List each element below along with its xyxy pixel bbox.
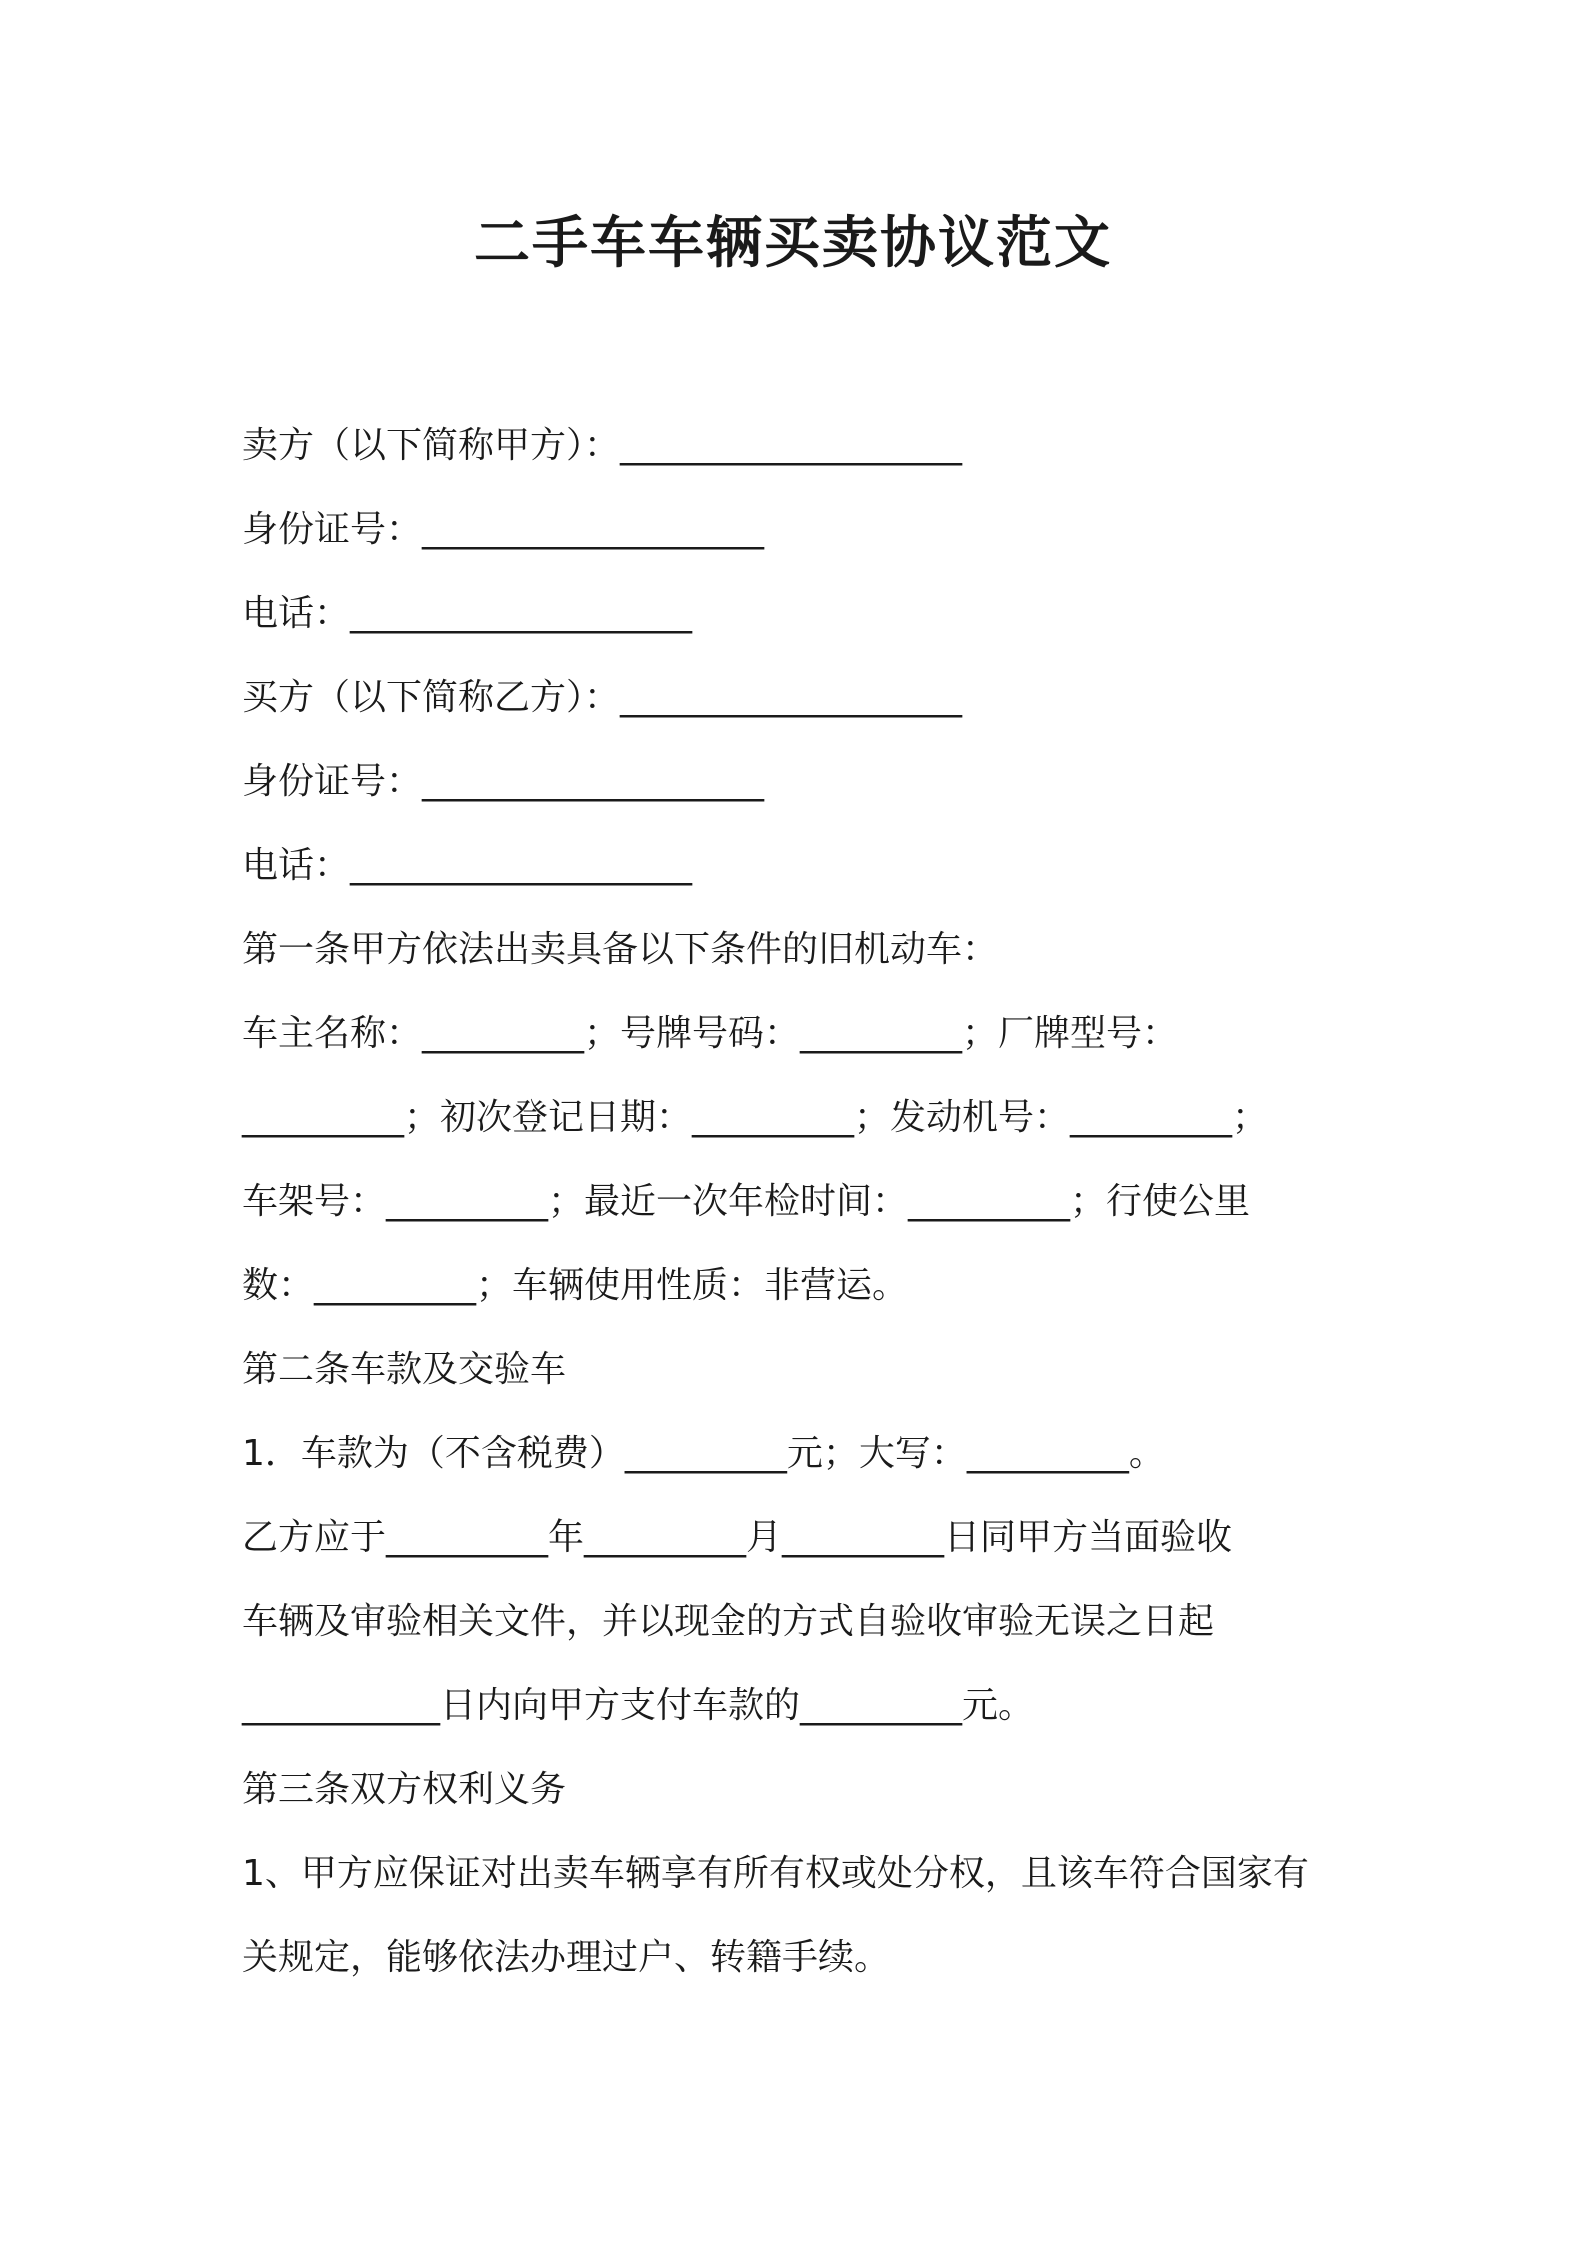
inspection-line-2: 车辆及审验相关文件，并以现金的方式自验收审验无误之日起	[242, 1601, 1215, 1642]
seller-name-line: 卖方（以下简称甲方）：___________________	[242, 425, 963, 466]
price-line: 1．车款为（不含税费）_________元；大写：_________。	[242, 1433, 1165, 1474]
seller-id-line: 身份证号：___________________	[242, 509, 765, 550]
vehicle-info-line-4: 数：_________；车辆使用性质：非营运。	[242, 1265, 909, 1306]
vehicle-info-line-2: _________；初次登记日期：_________；发动机号：_________；	[242, 1097, 1269, 1138]
inspection-line-1: 乙方应于_________年_________月_________日同甲方当面验收	[242, 1517, 1233, 1558]
obligation-line-1: 1、甲方应保证对出卖车辆享有所有权或处分权，且该车符合国家有	[242, 1853, 1309, 1894]
buyer-name-line: 买方（以下简称乙方）：___________________	[242, 677, 963, 718]
buyer-phone-line: 电话：___________________	[242, 845, 693, 886]
article-2-heading: 第二条车款及交验车	[242, 1349, 567, 1390]
document-body	[242, 404, 1362, 2000]
buyer-id-line: 身份证号：___________________	[242, 761, 765, 802]
seller-phone-line: 电话：___________________	[242, 593, 693, 634]
payment-line: ___________日内向甲方支付车款的_________元。	[242, 1685, 1035, 1726]
article-3-heading: 第三条双方权利义务	[242, 1769, 567, 1810]
document-title: 二手车车辆买卖协议范文	[474, 211, 1112, 276]
obligation-line-2: 关规定，能够依法办理过户、转籍手续。	[242, 1937, 891, 1978]
article-1-heading: 第一条甲方依法出卖具备以下条件的旧机动车：	[242, 929, 999, 970]
vehicle-info-line-1: 车主名称：_________；号牌号码：_________；厂牌型号：	[242, 1013, 1179, 1054]
vehicle-info-line-3: 车架号：_________；最近一次年检时间：_________；行使公里	[242, 1181, 1251, 1222]
